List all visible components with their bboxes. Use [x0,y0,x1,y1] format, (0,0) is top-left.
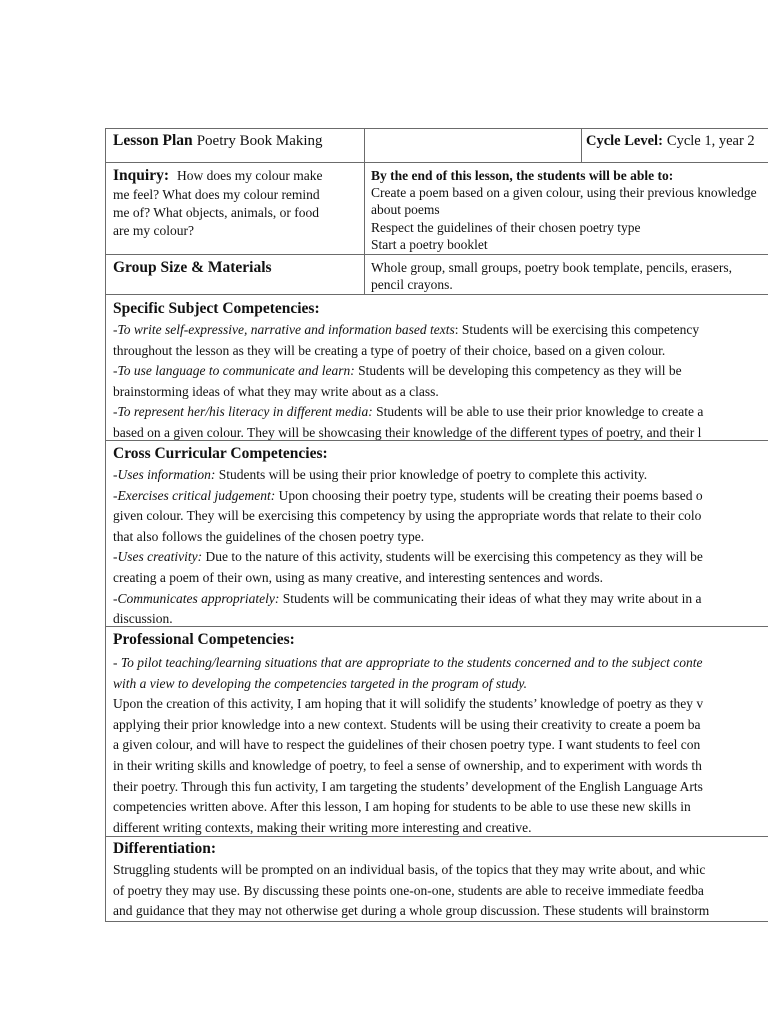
cross-curricular-row [105,440,768,626]
competency-text: throughout the lesson as they will be creating a type of poetry of their choice, based on a given colour. [113,342,666,358]
paragraph-line: their poetry. Through this fun activity, I am targeting the students’ development of the English Language Arts [113,778,703,794]
inquiry-text-line: How does my colour make [177,168,323,183]
competency-text: Students will be developing this competency as they will be [354,363,682,379]
title-row [105,128,768,162]
competency-text: creating a poem of their own, using as many creative, and interesting sentences and words. [113,569,603,585]
objective-line: Respect the guidelines of their chosen poetry type [371,219,641,235]
group-size-row [105,254,768,294]
lesson-plan-title: Poetry Book Making [196,133,323,149]
group-size-label: Group Size & Materials [113,259,272,276]
competency-title: -To use language to communicate and learn: [113,363,355,379]
competency-text: discussion. [113,611,173,626]
objectives-heading: By the end of this lesson, the students will be able to: [371,168,674,183]
inquiry-row [105,162,768,254]
paragraph-line: Upon the creation of this activity, I am hoping that it will solidify the students’ knowledge of poetry as they v [113,696,704,712]
specific-competencies-row [105,294,768,440]
inquiry-text-line: me feel? What does my colour remind [113,187,320,202]
cycle-cell [582,129,768,162]
objective-line: about poems [371,202,440,218]
cycle-level-value: Cycle 1, year 2 [666,133,755,149]
competency-title: - To pilot teaching/learning situations that are appropriate to the students concerned and to the subject conte [113,655,703,670]
competency-text: Due to the nature of this activity, students will be exercising this competency as they will be [202,549,703,565]
differentiation-cell [106,837,768,921]
competency-text: : Students will be exercising this competency [454,322,700,337]
paragraph-line: different writing contexts, making their writing more interesting and creative. [113,819,532,835]
blank-cell [365,129,581,162]
objective-line: Start a poetry booklet [371,236,488,252]
professional-competencies-heading: Professional Competencies: [113,631,295,648]
competency-title: -To write self-expressive, narrative and information based texts [113,322,455,337]
competency-text: based on a given colour. They will be showcasing their knowledge of the different types of poetry, and their l [113,424,702,440]
paragraph-line: Struggling students will be prompted on an individual basis, of the topics that they may write about, and whic [113,862,706,877]
paragraph-line: competencies written above. After this lesson, I am hoping for students to be able to use these new skills in [113,799,691,815]
competency-title: -Exercises critical judgement: [113,487,276,503]
paragraph-line: of poetry they may use. By discussing these points one-on-one, students are able to receive immediate feedba [113,882,704,898]
competency-text: brainstorming ideas of what they may write about as a class. [113,383,439,399]
competency-text: Students will be able to use their prior knowledge to create a [372,404,704,420]
cycle-level-label: Cycle Level: [586,133,663,149]
lesson-plan-label: Lesson Plan [113,132,193,149]
competency-text: Students will be communicating their ideas of what they may write about in a [279,590,702,606]
inquiry-cell [106,163,364,254]
paragraph-line: and guidance that they may not otherwise get during a whole group discussion. These students will brainstorm [113,903,710,919]
competency-text: Students will be using their prior knowledge of poetry to complete this activity. [215,467,648,482]
competency-title: -Uses information: [113,467,216,482]
title-cell [106,129,364,162]
paragraph-line: applying their prior knowledge into a new context. Students will be using their creativity to create a poem ba [113,716,701,732]
differentiation-heading: Differentiation: [113,840,217,857]
objectives-cell [365,163,768,254]
objective-line: Create a poem based on a given colour, using their previous knowledge [371,185,757,201]
group-size-label-cell [106,255,364,294]
differentiation-row [105,836,768,922]
competency-title: -Communicates appropriately: [113,590,280,606]
competency-title: -To represent her/his literacy in different media: [113,404,373,420]
competency-text: that also follows the guidelines of the chosen poetry type. [113,528,425,544]
cross-curricular-heading: Cross Curricular Competencies: [113,445,328,462]
competency-title: with a view to developing the competencies targeted in the program of study. [113,675,528,691]
materials-line: pencil crayons. [371,277,453,293]
competency-title: -Uses creativity: [113,549,203,565]
inquiry-text-line: me of? What objects, animals, or food [113,205,319,220]
professional-competencies-cell [106,627,768,836]
inquiry-label: Inquiry: [113,167,169,184]
materials-cell [365,255,768,294]
paragraph-line: in their writing skills and knowledge of poetry, to feel a sense of ownership, and to experiment with words th [113,757,702,773]
specific-competencies-cell [106,295,768,440]
professional-competencies-row [105,626,768,836]
cross-curricular-cell [106,441,768,626]
paragraph-line: a given colour, and will have to respect the guidelines of their chosen poetry type. I want students to feel con [113,737,701,753]
materials-line: Whole group, small groups, poetry book template, pencils, erasers, [371,260,733,275]
specific-competencies-heading: Specific Subject Competencies: [113,300,320,317]
inquiry-text-line: are my colour? [113,223,194,238]
competency-text: given colour. They will be exercising this competency by using the appropriate words that relate to their colo [113,508,702,524]
competency-text: Upon choosing their poetry type, students will be creating their poems based o [275,487,703,503]
